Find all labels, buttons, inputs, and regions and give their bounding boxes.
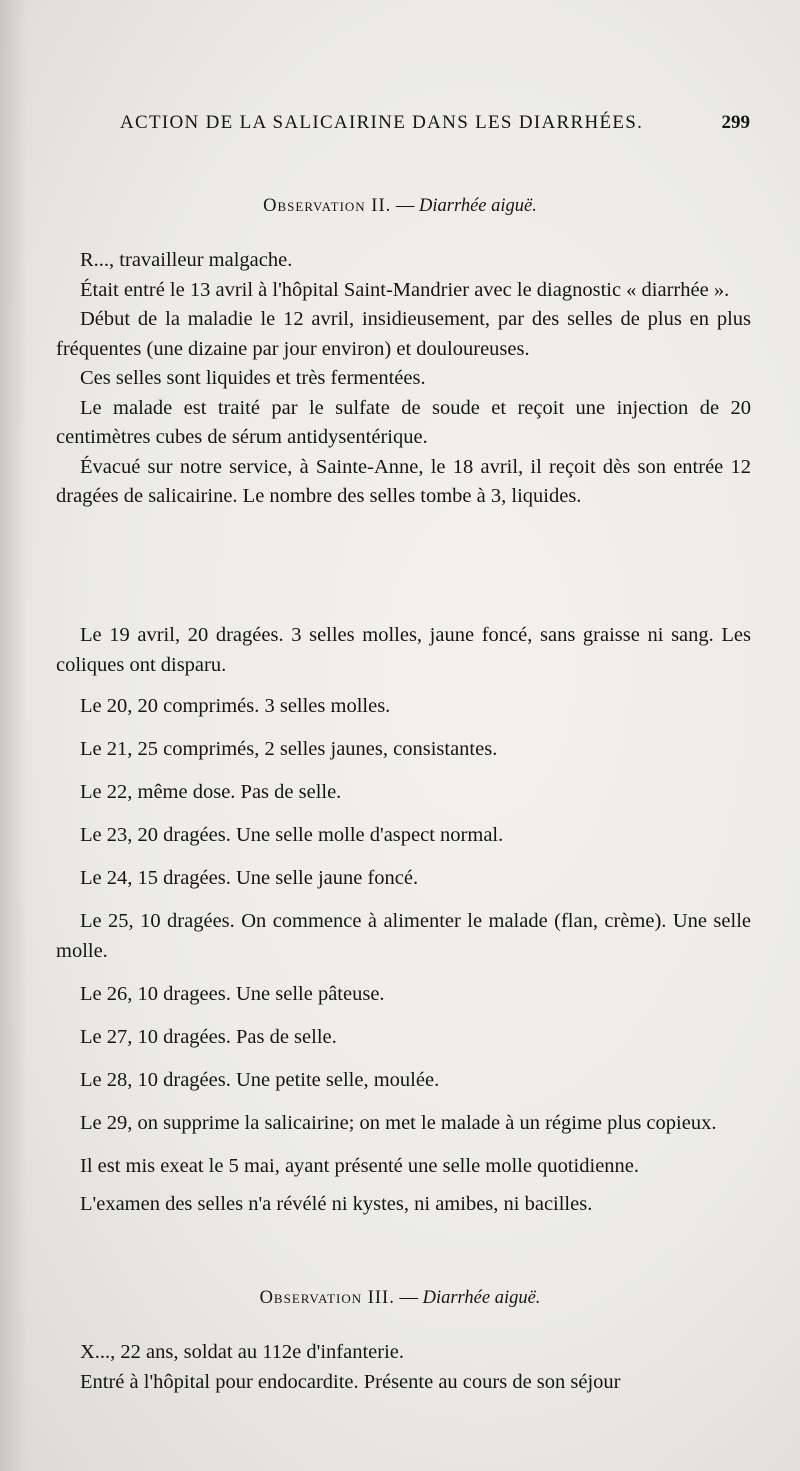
heading-dash: —	[399, 1288, 418, 1308]
observation-3-heading	[0, 1288, 800, 1309]
observation-subject: Diarrhée aiguë.	[422, 1288, 541, 1308]
paragraph: X..., 22 ans, soldat au 112e d'infanterie.	[80, 1341, 405, 1363]
daily-entry: Il est mis exeat le 5 mai, ayant présenté une selle molle quotidienne.	[80, 1155, 640, 1177]
paragraph: R..., travailleur malgache.	[80, 249, 293, 271]
observation-2-body-a	[56, 246, 751, 512]
paragraph: Ces selles sont liquides et très fermentées.	[80, 367, 426, 389]
daily-entry: Le 24, 15 dragées. Une selle jaune foncé.	[80, 867, 419, 889]
daily-entry: Le 21, 25 comprimés, 2 selles jaunes, consistantes.	[80, 738, 498, 760]
paragraph: Était entré le 13 avril à l'hôpital Saint-Mandrier avec le diagnostic « diarrhée ».	[80, 278, 730, 301]
daily-entry: Le 25, 10 dragées. On commence à alimenter le malade (flan, crème). Une selle molle.	[56, 910, 751, 962]
paragraph: Entré à l'hôpital pour endocardite. Présente au cours de son séjour	[80, 1370, 621, 1393]
running-title: ACTION DE LA SALICAIRINE DANS LES DIARRHÉES.	[120, 112, 644, 133]
daily-entry: Le 29, on supprime la salicairine; on met le malade à un régime plus copieux.	[80, 1112, 717, 1134]
paragraph: Le malade est traité par le sulfate de soude et reçoit une injection de 20 centimètres cubes de sérum antidysentérique.	[56, 396, 751, 448]
daily-entry: Le 19 avril, 20 dragées. 3 selles molles, jaune foncé, sans graisse ni sang. Les coliques ont disparu.	[56, 624, 751, 676]
page-number: 299	[721, 112, 750, 133]
daily-entry: Le 22, même dose. Pas de selle.	[80, 781, 342, 803]
observation-3-body	[56, 1338, 751, 1397]
daily-entry: Le 20, 20 comprimés. 3 selles molles.	[80, 695, 391, 717]
daily-entry: Le 27, 10 dragées. Pas de selle.	[80, 1026, 337, 1048]
observation-label: Observation III.	[259, 1288, 395, 1308]
heading-dash: —	[395, 196, 415, 216]
daily-entry: Le 26, 10 dragees. Une selle pâteuse.	[80, 983, 385, 1005]
daily-entry: Le 23, 20 dragées. Une selle molle d'aspect normal.	[80, 824, 504, 846]
observation-subject: Diarrhée aiguë.	[419, 196, 537, 216]
observation-2-heading	[0, 196, 800, 217]
page-gutter-shadow	[0, 0, 28, 1471]
observation-2-daily-log	[56, 620, 751, 1219]
daily-entry: Le 28, 10 dragées. Une petite selle, moulée.	[80, 1069, 440, 1091]
observation-label: Observation II.	[263, 196, 392, 216]
paragraph: Début de la maladie le 12 avril, insidieusement, par des selles de plus en plus fréquentes (une dizaine par jour environ) et douloureuses.	[56, 308, 751, 360]
paragraph: Évacué sur notre service, à Sainte-Anne, le 18 avril, il reçoit dès son entrée 12 dragées de salicairine. Le nombre des selles tombe à 3, liquides.	[56, 455, 751, 507]
running-header	[120, 112, 750, 134]
daily-entry: L'examen des selles n'a révélé ni kystes, ni amibes, ni bacilles.	[80, 1193, 593, 1215]
